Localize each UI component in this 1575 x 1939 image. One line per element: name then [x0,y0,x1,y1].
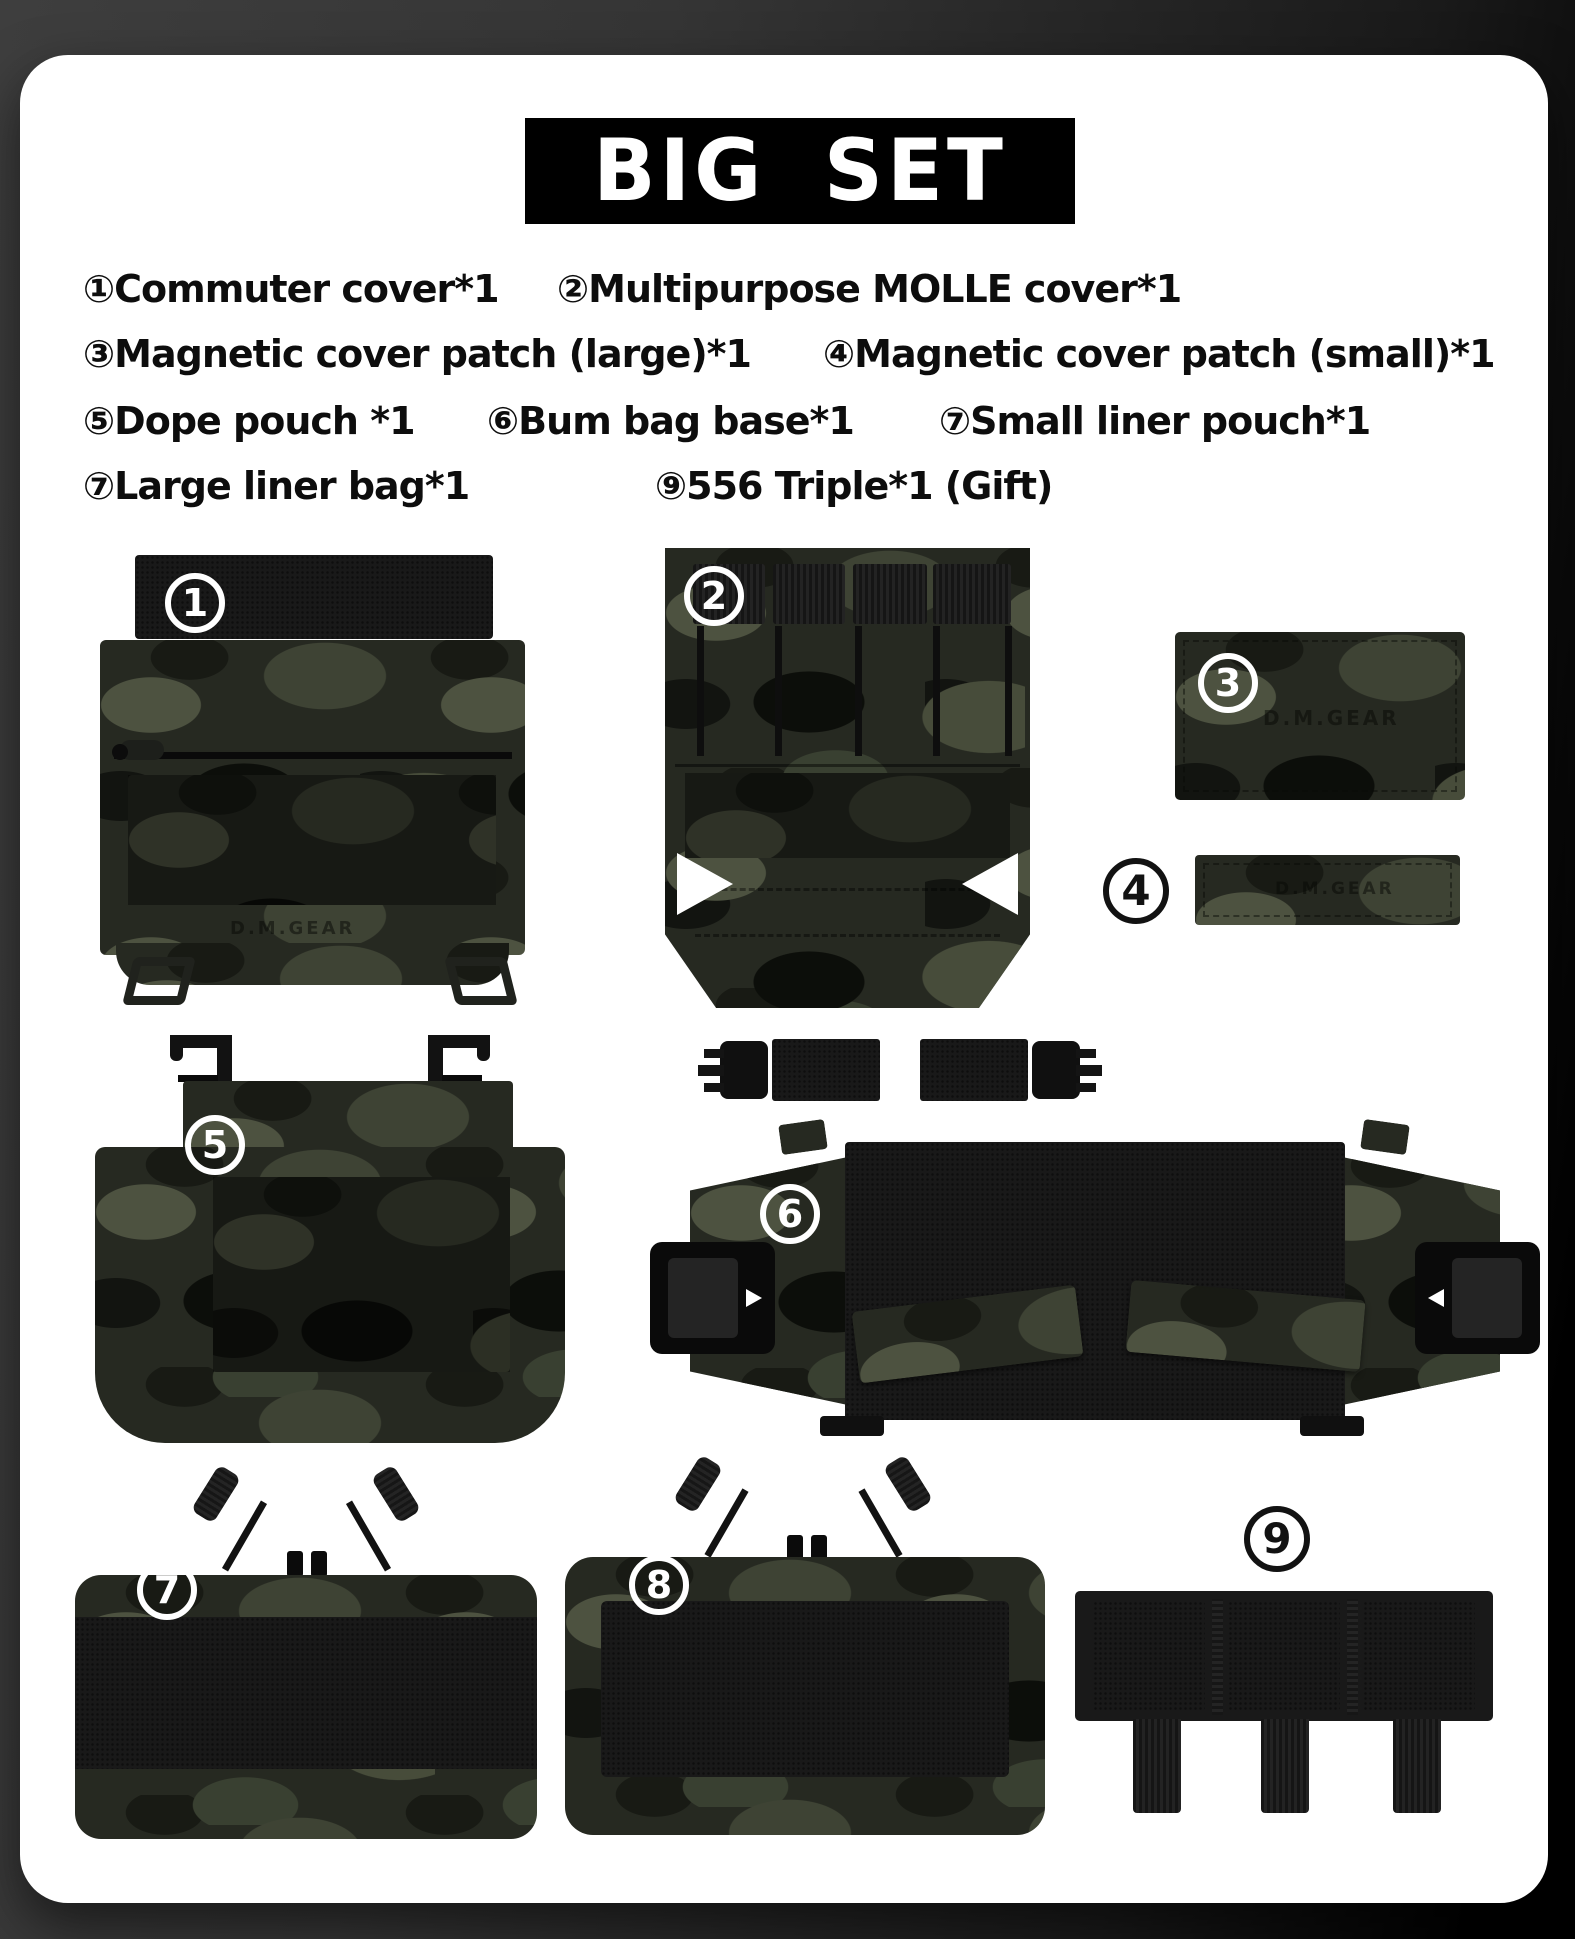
item-3-badge: 3 [1198,653,1258,713]
mag-cell-1 [1093,1601,1205,1711]
zipper [114,752,512,759]
elastic-loop-4 [933,564,1011,624]
hanging-strap-1 [697,626,704,756]
magnetic-buckle-right [1415,1242,1540,1354]
strap-velcro [920,1039,1028,1101]
item-8-badge: 8 [629,1555,689,1615]
commuter-cover-photo [100,545,525,1000]
strap-velcro [772,1039,880,1101]
title-banner [525,118,1075,224]
molle-cover-photo [665,548,1030,1008]
loop-platform [845,1142,1345,1420]
buckle-prong [698,1065,724,1076]
hanging-strap-4 [933,626,940,756]
zipper-cord-right [346,1500,391,1571]
magnetic-patch-small-photo [1195,855,1460,925]
brand-embossed: D.M.GEAR [1263,706,1400,730]
page-title: BIG SET [593,121,1007,221]
elastic-loop-2 [773,564,845,624]
magnetic-patch-large-photo [1175,632,1465,800]
hanging-strap-5 [1005,626,1012,756]
cover-body [100,640,525,955]
zipper-pull-left [191,1464,242,1524]
attachment-loop-left [122,957,196,1005]
zipper-pull-right [883,1454,934,1514]
hanging-strap-2 [775,626,782,756]
stitch-row-bottom [695,934,1000,937]
item-1-badge: 1 [165,573,225,633]
zipper-cord-left [222,1500,267,1571]
zipper-slider [112,744,128,760]
item-6-badge: 6 [760,1184,820,1244]
loop-front [601,1601,1009,1777]
legend-item-7: ⑦Small liner pouch*1 [939,399,1371,443]
loop-field [213,1177,510,1372]
liner-bag-large-photo [565,1457,1045,1835]
laser-slot-row [685,888,1010,891]
pull-tab-1 [1133,1719,1181,1813]
product-card [20,55,1548,1903]
hook-tip [477,1035,490,1061]
legend-item-6: ⑥Bum bag base*1 [487,399,854,443]
cell-divider [1347,1599,1358,1715]
cutout-right [962,853,1018,915]
cell-divider [1212,1599,1223,1715]
item-4-badge: 4 [1103,858,1169,924]
item-7-badge: 7 [137,1560,197,1620]
bottom-loop-left [820,1416,884,1436]
loop-front [75,1617,537,1769]
attachment-loop-right [444,957,518,1005]
legend-item-8: ⑦Large liner bag*1 [83,464,470,508]
waist-strap-left [720,1037,880,1103]
item-2-badge: 2 [684,566,744,626]
legend-item-3: ③Magnetic cover patch (large)*1 [83,332,751,376]
item-5-badge: 5 [185,1115,245,1175]
pouch-body [95,1147,565,1443]
hanging-strap-3 [855,626,862,756]
pouch-body [75,1575,537,1839]
top-loop-right [1360,1119,1410,1155]
buckle-prong [704,1083,724,1092]
brand-embossed: D.M.GEAR [230,918,356,939]
mag-cell-2 [1228,1601,1340,1711]
buckle-plate [1452,1258,1522,1338]
zipper-pull-right [371,1464,422,1524]
buckle-prong [1076,1065,1102,1076]
waist-strap-right [920,1037,1080,1103]
top-loop-left [778,1119,828,1155]
buckle-prong [1076,1049,1096,1058]
hook-tip [170,1035,183,1061]
dope-pouch-photo [95,1035,565,1443]
bottom-loop-right [1300,1416,1364,1436]
legend-item-5: ⑤Dope pouch *1 [83,399,415,443]
buckle-plate [668,1258,738,1338]
triple-mag-insert-photo [1075,1585,1493,1843]
liner-pouch-small-photo [75,1467,537,1839]
mag-cell-3 [1363,1601,1475,1711]
pull-tab-2 [1261,1719,1309,1813]
loop-field [128,775,496,905]
zipper-cord-left [704,1488,748,1557]
zipper-slider [311,1551,327,1577]
item-9-badge: 9 [1244,1506,1310,1572]
legend-item-4: ④Magnetic cover patch (small)*1 [823,332,1495,376]
zipper-pull-left [673,1454,724,1514]
bum-bag-base-photo [650,1130,1540,1432]
buckle-prong [1076,1083,1096,1092]
zipper-slider [287,1551,303,1577]
buckle-prong [704,1049,724,1058]
buckle-male [720,1041,768,1099]
brand-embossed: D.M.GEAR [1275,879,1395,899]
pull-tab-3 [1393,1719,1441,1813]
elastic-loop-3 [853,564,927,624]
legend-item-1: ①Commuter cover*1 [83,267,499,311]
magnetic-buckle-left [650,1242,775,1354]
buckle-male [1032,1041,1080,1099]
cutout-left [677,853,733,915]
legend-item-2: ②Multipurpose MOLLE cover*1 [557,267,1182,311]
zipper-cord-right [858,1488,902,1557]
buckle-marker [1428,1289,1444,1307]
stitch-line [675,764,1020,767]
loop-band [685,773,1010,858]
legend-item-9: ⑨556 Triple*1 (Gift) [655,464,1053,508]
buckle-marker [746,1289,762,1307]
